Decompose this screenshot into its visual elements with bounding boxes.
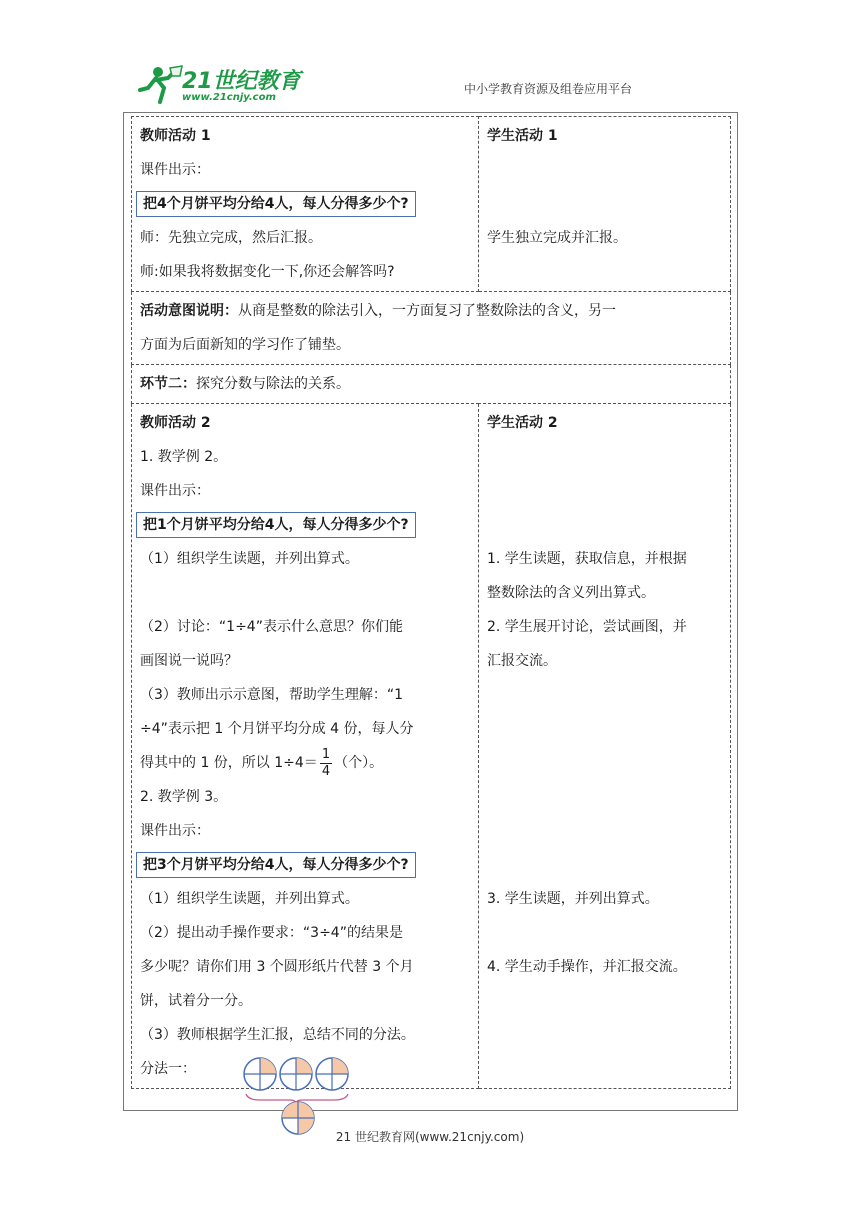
text-line: 3. 学生读题，并列出算式。 <box>487 891 659 907</box>
frame-top <box>123 112 738 113</box>
teacher-title-1: 教师活动 1 <box>140 128 211 144</box>
student-title-1: 学生活动 1 <box>487 128 558 144</box>
intent-text-2: 方面为后面新知的学习作了铺垫。 <box>140 337 350 353</box>
section-2-cell <box>132 365 731 404</box>
student-activity-1 <box>479 117 731 292</box>
runner-logo-icon <box>138 64 186 106</box>
platform-name: 中小学教育资源及组卷应用平台 <box>464 82 633 96</box>
text-line: 1. 教学例 2。 <box>140 449 228 465</box>
problem-box-2: 把1个月饼平均分给4人，每人分得多少个? <box>136 512 416 538</box>
logo-url: www.21cnjy.com <box>182 92 276 103</box>
fraction: $\frac{1}{4}$ <box>321 746 331 779</box>
text-line: （3）教师根据学生汇报，总结不同的分法。 <box>140 1027 415 1043</box>
section-label: 环节二： <box>140 376 196 392</box>
problem-box-1: 把4个月饼平均分给4人，每人分得多少个? <box>136 191 416 217</box>
text-line: 课件出示： <box>140 823 210 839</box>
intent-cell <box>132 292 731 365</box>
section-text: 探究分数与除法的关系。 <box>196 376 350 392</box>
text-line: 饼，试着分一分。 <box>140 993 252 1009</box>
pie-1 <box>244 1058 276 1090</box>
text-line: 分法一： <box>140 1061 196 1077</box>
intent-label: 活动意图说明： <box>140 303 238 319</box>
pie-3 <box>316 1058 348 1090</box>
text-line: 课件出示： <box>140 162 210 178</box>
text-line: 整数除法的含义列出算式。 <box>487 585 655 601</box>
text-line: （1）组织学生读题，并列出算式。 <box>140 891 359 907</box>
text-line: 2. 教学例 3。 <box>140 789 228 805</box>
text-line: （2）提出动手操作要求：“3÷4”的结果是 <box>140 925 403 941</box>
page-header <box>0 0 860 112</box>
text-line: （2）讨论：“1÷4”表示什么意思？你们能 <box>140 619 403 635</box>
teacher-activity-2 <box>132 404 479 1089</box>
row-activity-1 <box>132 117 731 292</box>
text-line: 学生独立完成并汇报。 <box>487 230 627 246</box>
text-line: 课件出示： <box>140 483 210 499</box>
text-line: 4. 学生动手操作，并汇报交流。 <box>487 959 687 975</box>
text-line: 师：先独立完成，然后汇报。 <box>140 230 322 246</box>
text-line: 师:如果我将数据变化一下,你还会解答吗? <box>140 264 395 280</box>
teacher-activity-1 <box>132 117 479 292</box>
text-line: ÷4”表示把 1 个月饼平均分成 4 份，每人分 <box>140 721 414 737</box>
logo-text: 21世纪教育 <box>182 69 301 94</box>
text-line: （1）组织学生读题，并列出算式。 <box>140 551 359 567</box>
teacher-title-2: 教师活动 2 <box>140 415 211 431</box>
pie-2 <box>280 1058 312 1090</box>
text-line: 画图说一说吗？ <box>140 653 238 669</box>
text-line: （3）教师出示示意图，帮助学生理解：“1 <box>140 687 404 703</box>
student-activity-2 <box>479 404 731 1089</box>
text-line: 1. 学生读题，获取信息，并根据 <box>487 551 687 567</box>
problem-box-3: 把3个月饼平均分给4人，每人分得多少个? <box>136 852 416 878</box>
page-footer: 21 世纪教育网(www.21cnjy.com) <box>335 1130 525 1144</box>
frame-right <box>737 112 738 1110</box>
frame-bottom <box>123 1110 738 1111</box>
row-intent <box>132 292 731 365</box>
row-activity-2 <box>132 404 731 1089</box>
student-title-2: 学生活动 2 <box>487 415 558 431</box>
row-section-2 <box>132 365 731 404</box>
frame-left <box>123 112 124 1110</box>
lesson-table <box>131 116 731 1089</box>
intent-text: 从商是整数的除法引入，一方面复习了整数除法的含义，另一 <box>238 303 616 319</box>
text-line: 多少呢？请你们用 3 个圆形纸片代替 3 个月 <box>140 959 414 975</box>
text-line: （个）。 <box>334 755 384 771</box>
text-line: 2. 学生展开讨论，尝试画图，并 <box>487 619 687 635</box>
text-line: 汇报交流。 <box>487 653 557 669</box>
text-line: 得其中的 1 份，所以 1÷4＝ <box>140 755 318 771</box>
logo <box>138 62 318 108</box>
